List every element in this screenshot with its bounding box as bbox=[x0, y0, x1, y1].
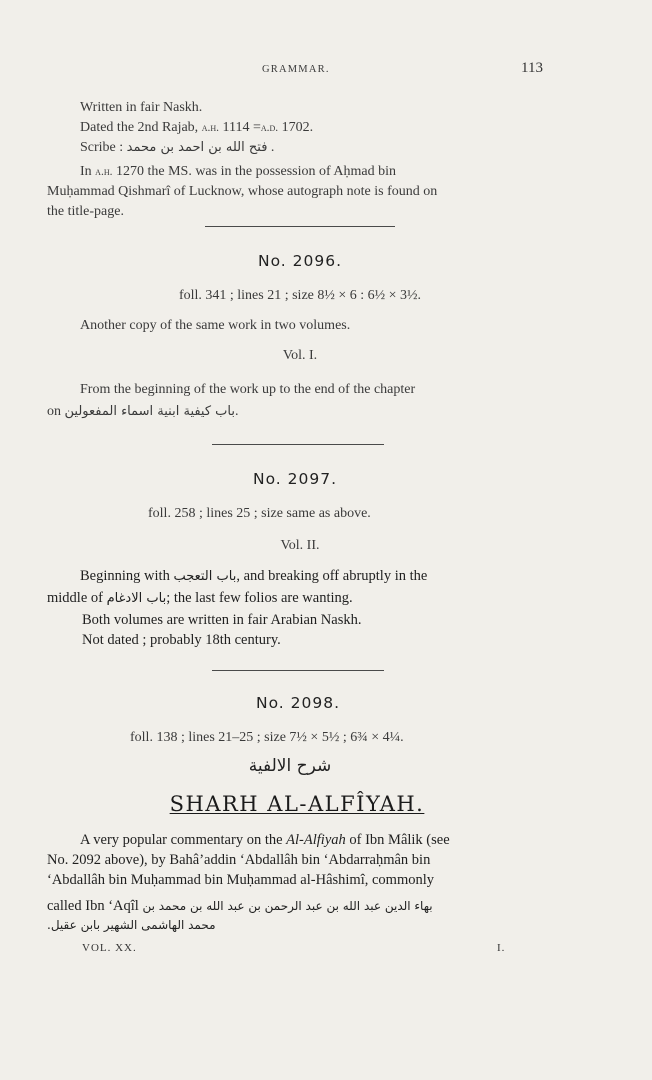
line-2097-3: Both volumes are written in fair Arabian Naskh. bbox=[82, 612, 362, 628]
line-2098-4 bbox=[47, 896, 433, 917]
breaking-text: , and breaking off abruptly in the bbox=[236, 568, 428, 584]
prev-dated-text: Dated the 2nd Rajab, bbox=[80, 120, 199, 135]
alfiyah-italic: Al-Alfiyah bbox=[286, 832, 346, 848]
line-2098-3: ‘Abdallâh bin Muḥammad bin Muḥammad al-Hâshimî, commonly bbox=[47, 872, 435, 888]
page-number: 113 bbox=[521, 60, 543, 76]
prev-ah-abbr: a.h. bbox=[201, 122, 219, 134]
line-2098-2: No. 2092 above), by Bahâ’addin ‘Abdallâh bin ‘Abdarraḥmân bin bbox=[47, 852, 431, 868]
prev-year-ad: 1702. bbox=[281, 120, 314, 135]
middle-of-text: middle of bbox=[47, 590, 103, 606]
prev-in: In bbox=[80, 164, 92, 179]
arabic-name-line-1: بهاء الدين عبد الله بن عبد الرحمن بن عبد الله بن محمد بن bbox=[142, 899, 433, 913]
line-2096-2 bbox=[47, 402, 239, 422]
vol-2096: Vol. I. bbox=[282, 348, 318, 363]
line-2097-2 bbox=[47, 588, 353, 609]
prev-ah-abbr-2: a.h. bbox=[95, 166, 113, 178]
entry-number-2097: No. 2097. bbox=[252, 470, 338, 488]
separator-rule-3 bbox=[212, 670, 384, 671]
prev-year-ah: 1114 = bbox=[222, 120, 261, 135]
prev-line-1: Written in fair Naskh. bbox=[80, 100, 203, 115]
prev-line-4 bbox=[80, 162, 396, 182]
desc-2096: Another copy of the same work in two volumes. bbox=[80, 318, 351, 333]
work-title-2098: SHARH AL-ALFÎYAH. bbox=[169, 792, 425, 816]
beginning-text: Beginning with bbox=[80, 568, 170, 584]
entry-number-2096: No. 2096. bbox=[257, 252, 343, 270]
signature-mark: I. bbox=[497, 942, 506, 954]
prev-ad-abbr: a.d. bbox=[260, 122, 279, 134]
prev-possession-text: 1270 the MS. was in the possession of Aḥmad bin bbox=[115, 164, 396, 179]
prev-line-3: Scribe : فتح الله بن احمد بن محمد . bbox=[80, 140, 275, 155]
ibn-aqil-text: called Ibn ‘Aqîl bbox=[47, 898, 139, 914]
arabic-tajjub: باب التعجب bbox=[173, 569, 237, 584]
wanting-text: ; the last few folios are wanting. bbox=[166, 590, 353, 606]
prev-line-2 bbox=[80, 118, 313, 138]
running-title: GRAMMAR. bbox=[262, 64, 330, 75]
title-arabic-2098: شرح الالفية bbox=[248, 756, 332, 776]
prev-line-6: the title-page. bbox=[47, 204, 124, 219]
foll-2097: foll. 258 ; lines 25 ; size same as above. bbox=[148, 506, 371, 521]
scribe-label: Scribe : bbox=[80, 140, 124, 155]
volume-label: VOL. XX. bbox=[82, 942, 137, 954]
ibn-malik-text: of Ibn Mâlik (see bbox=[349, 832, 450, 848]
separator-rule-1 bbox=[205, 226, 395, 227]
on-text: on bbox=[47, 404, 61, 419]
separator-rule-2 bbox=[212, 444, 384, 445]
commentary-text: A very popular commentary on the bbox=[80, 832, 283, 848]
period-2096: . bbox=[235, 404, 239, 419]
arabic-name-line-2: محمد الهاشمى الشهير بابن عقيل. bbox=[47, 918, 216, 932]
line-2097-1 bbox=[80, 566, 427, 587]
chapter-arabic-2096: باب كيفية ابنية اسماء المفعولين bbox=[64, 404, 235, 419]
line-2097-4: Not dated ; probably 18th century. bbox=[82, 632, 281, 648]
arabic-idgham: باب الادغام bbox=[106, 591, 167, 606]
prev-line-5: Muḥammad Qishmarî of Lucknow, whose autograph note is found on bbox=[47, 184, 438, 199]
foll-2098: foll. 138 ; lines 21–25 ; size 7½ × 5½ ; 6¾ × 4¼. bbox=[130, 730, 404, 745]
scribe-arabic: فتح الله بن احمد بن محمد bbox=[126, 140, 268, 155]
line-2096-1: From the beginning of the work up to the end of the chapter bbox=[80, 382, 416, 397]
entry-number-2098: No. 2098. bbox=[255, 694, 341, 712]
vol-2097: Vol. II. bbox=[280, 538, 320, 553]
line-2098-1 bbox=[80, 830, 450, 851]
foll-2096: foll. 341 ; lines 21 ; size 8½ × 6 : 6½ × 3½. bbox=[178, 288, 422, 303]
